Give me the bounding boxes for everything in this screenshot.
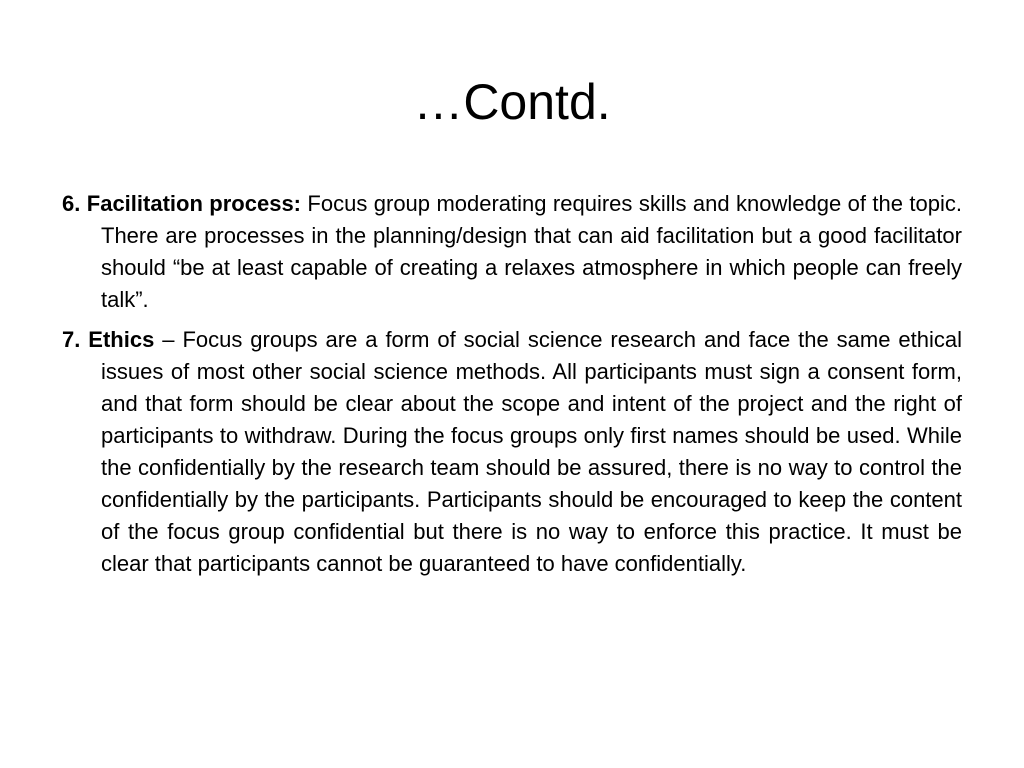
point-facilitation-process <box>62 188 962 316</box>
point-text: – Focus groups are a form of social science research and face the same ethical issues of most other social science methods. All participants must sign a consent form, and that form should be clear about the scope and intent of the project and the right of participants to withdraw. During the focus groups only first names should be used. While the confidentially by the research team should be assured, there is no way to control the confidentially by the participants. Participants should be encouraged to keep the content of the focus group confidential but there is no way to enforce this practice. It must be clear that participants cannot be guaranteed to have confidentially. <box>101 327 962 576</box>
point-text: Focus group moderating requires skills and knowledge of the topic. There are processes in the planning/design that can aid facilitation but a good facilitator should “be at least capable of creating a relaxes atmosphere in which people can freely talk”. <box>101 191 962 312</box>
point-label: 6. Facilitation process: <box>62 191 302 216</box>
point-label: 7. Ethics <box>62 327 155 352</box>
slide-body <box>62 188 962 588</box>
point-ethics <box>62 324 962 580</box>
slide-title: …Contd. <box>413 74 611 130</box>
